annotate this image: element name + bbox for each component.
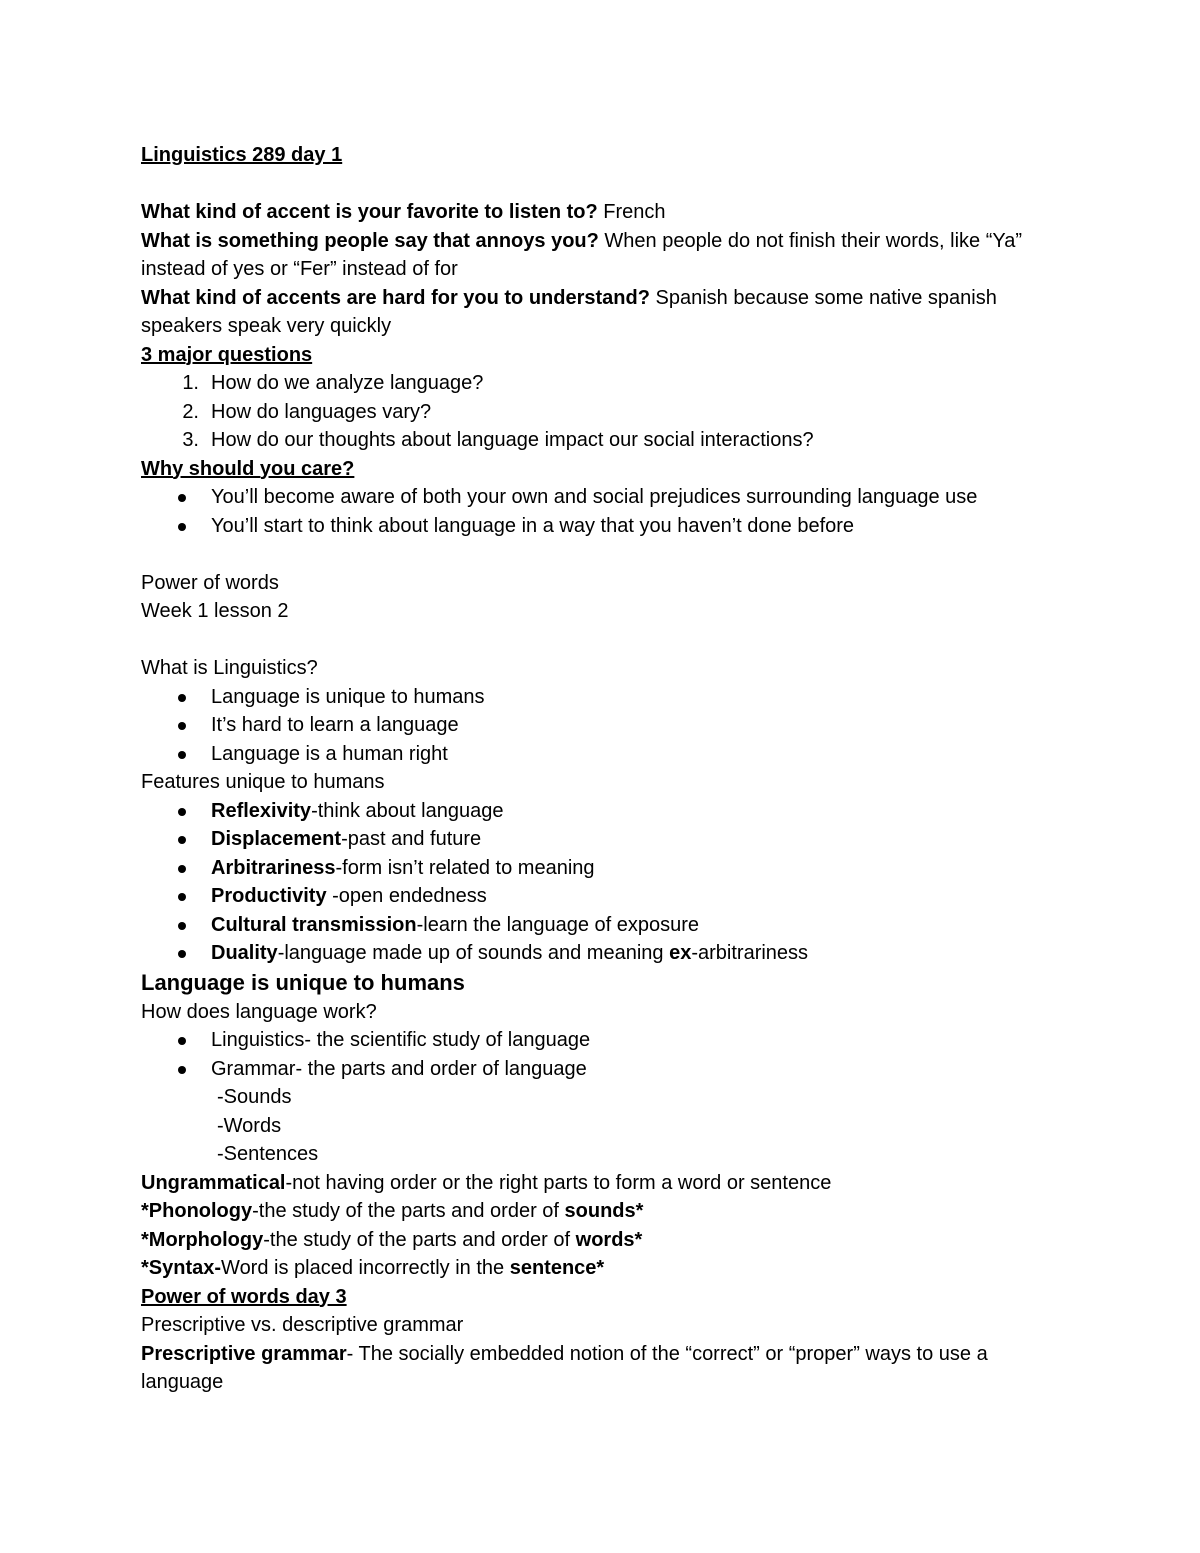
page-title: Linguistics 289 day 1 — [141, 144, 343, 166]
list-item: You’ll become aware of both your own and social prejudices surrounding language use — [141, 483, 1071, 512]
what-is-linguistics-heading: What is Linguistics? — [141, 657, 318, 679]
how-language-works: How does language work? — [141, 1000, 377, 1023]
bullet-icon — [178, 922, 186, 930]
list-item: Language is unique to humans — [141, 683, 1071, 712]
prescriptive-grammar-definition: Prescriptive grammar- The socially embedded notion of the “correct” or “proper” ways to use a language — [141, 1342, 988, 1393]
document-body — [141, 141, 1071, 1397]
bullet-icon — [178, 808, 186, 816]
blank-line — [141, 626, 1071, 655]
list-item: Cultural transmission-learn the language of exposure — [141, 911, 1071, 940]
question-favorite-accent: What kind of accent is your favorite to listen to? French — [141, 201, 666, 223]
list-item: Language is a human right — [141, 740, 1071, 769]
why-care-heading: Why should you care? — [141, 457, 355, 480]
list-item: 2. How do languages vary? — [182, 400, 432, 423]
why-care-list — [141, 483, 1071, 540]
features-heading: Features unique to humans — [141, 771, 385, 793]
blank-line — [141, 170, 1071, 199]
ungrammatical-definition: Ungrammatical-not having order or the right parts to form a word or sentence — [141, 1171, 832, 1194]
bullet-icon — [178, 751, 186, 759]
bullet-icon — [178, 950, 186, 958]
list-item: Reflexivity-think about language — [141, 797, 1071, 826]
list-item: Productivity -open endedness — [141, 882, 1071, 911]
bullet-icon — [178, 836, 186, 844]
list-item: 3. How do our thoughts about language impact our social interactions? — [182, 429, 814, 451]
bullet-icon — [178, 893, 186, 901]
day3-heading: Power of words day 3 — [141, 1285, 347, 1308]
grammar-subitem: -Sounds — [217, 1086, 292, 1108]
grammar-subitem: -Words — [217, 1114, 282, 1137]
major-questions-list — [141, 369, 1071, 455]
list-item: Displacement-past and future — [141, 825, 1071, 854]
list-item: 1. How do we analyze language? — [182, 372, 484, 394]
bullet-icon — [178, 694, 186, 702]
section-title: Power of words — [141, 571, 279, 594]
what-is-linguistics-list — [141, 683, 1071, 769]
list-item: Linguistics- the scientific study of language — [141, 1026, 1071, 1055]
features-list — [141, 797, 1071, 968]
unique-heading: Language is unique to humans — [141, 969, 465, 995]
syntax-definition: *Syntax-Word is placed incorrectly in the sentence* — [141, 1257, 605, 1279]
phonology-definition: *Phonology-the study of the parts and order of sounds* — [141, 1200, 644, 1222]
how-language-works-list — [141, 1026, 1071, 1083]
bullet-icon — [178, 865, 186, 873]
section-subtitle: Week 1 lesson 2 — [141, 600, 289, 622]
blank-line — [141, 540, 1071, 569]
bullet-icon — [178, 722, 186, 730]
bullet-icon — [178, 1037, 186, 1045]
list-item: Grammar- the parts and order of language — [141, 1055, 1071, 1084]
list-item: It’s hard to learn a language — [141, 711, 1071, 740]
list-item: Duality-language made up of sounds and meaning ex-arbitrariness — [141, 939, 1071, 968]
bullet-icon — [178, 494, 186, 502]
prescriptive-vs-descriptive: Prescriptive vs. descriptive grammar — [141, 1314, 464, 1336]
list-item: You’ll start to think about language in a way that you haven’t done before — [141, 512, 1071, 541]
list-item: Arbitrariness-form isn’t related to meaning — [141, 854, 1071, 883]
morphology-definition: *Morphology-the study of the parts and order of words* — [141, 1228, 643, 1251]
grammar-subitem: -Sentences — [217, 1143, 319, 1165]
question-hard-accents: What kind of accents are hard for you to understand? Spanish because some native spanish speakers speak very quickly — [141, 286, 997, 337]
bullet-icon — [178, 523, 186, 531]
question-annoys: What is something people say that annoys you? When people do not finish their words, like “Ya” instead of yes or “Fer” instead of for — [141, 229, 1023, 280]
bullet-icon — [178, 1066, 186, 1074]
major-questions-heading: 3 major questions — [141, 343, 313, 366]
